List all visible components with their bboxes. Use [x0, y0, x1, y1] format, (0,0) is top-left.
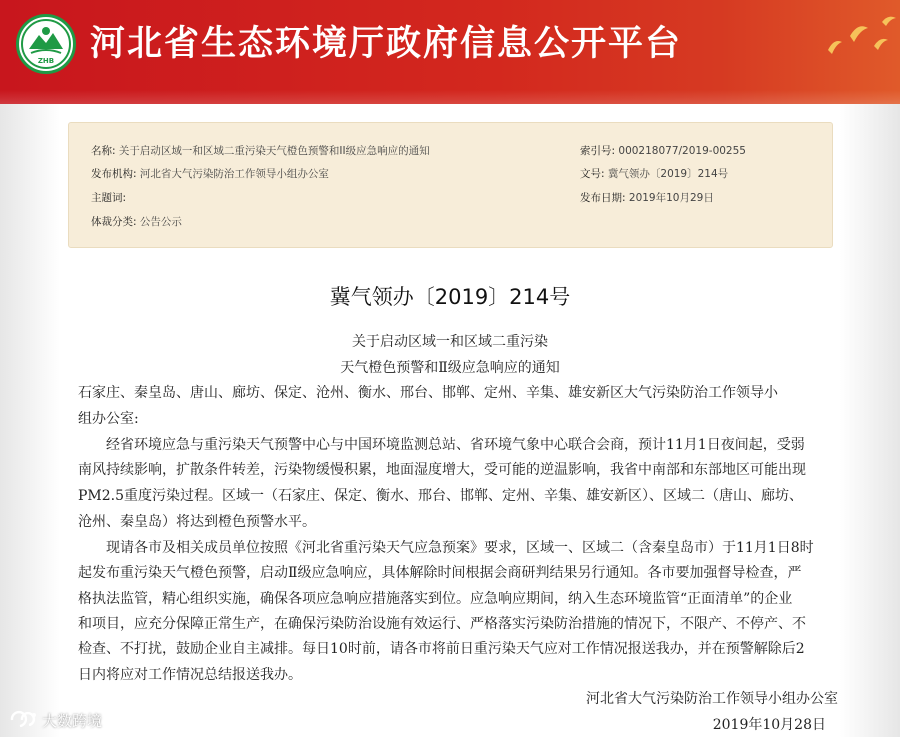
site-logo[interactable]	[16, 14, 76, 74]
meta-index-label: 索引号:	[580, 145, 616, 157]
meta-index-row	[580, 144, 746, 158]
meta-docno-value: 冀气领办〔2019〕214号	[607, 168, 729, 180]
meta-docno-row	[580, 167, 728, 181]
meta-publisher-row	[91, 167, 329, 181]
signature-organization: 河北省大气污染防治工作领导小组办公室	[586, 691, 838, 707]
flying-birds-icon	[820, 8, 900, 68]
meta-date-label: 发布日期:	[580, 192, 626, 204]
meta-publisher-value: 河北省大气污染防治工作领导小组办公室	[139, 168, 329, 180]
body-line: 格执法监管，精心组织实施，确保各项应急响应措施落实到位。应急响应期间，纳入生态环境监管“正面清单”的企业	[78, 591, 793, 607]
body-line: 起发布重污染天气橙色预警，启动Ⅱ级应急响应，具体解除时间根据会商研判结果另行通知。各市要加强督导检查，严	[78, 565, 802, 581]
body-line: 经省环境应急与重污染天气预警中心与中国环境监测总站、省环境气象中心联合会商，预计11月1日夜间起，受弱	[78, 437, 805, 453]
page-side-left	[0, 104, 60, 737]
watermark-logo-icon	[8, 709, 38, 731]
watermark-text: 大数跨境	[42, 711, 103, 730]
meta-subject-label: 主题词:	[91, 192, 127, 204]
logo-emblem-icon	[19, 17, 73, 71]
body-line: 现请各市及相关成员单位按照《河北省重污染天气应急预案》要求，区域一、区域二（含秦皇岛市）于11月1日8时	[78, 540, 814, 556]
document-metadata	[68, 122, 833, 248]
meta-publisher-label: 发布机构:	[91, 168, 137, 180]
body-line: PM2.5重度污染过程。区域一（石家庄、保定、衡水、邢台、邯郸、定州、辛集、雄安新区）、区域二（唐山、廊坊、	[78, 488, 804, 504]
document-title-line-2: 天气橙色预警和Ⅱ级应急响应的通知	[340, 360, 560, 376]
page-side-right	[840, 104, 900, 737]
body-line: 南风持续影响，扩散条件转差，污染物缓慢积累，地面湿度增大，受可能的逆温影响，我省中南部和东部地区可能出现	[78, 462, 806, 478]
meta-name-value: 关于启动区域一和区域二重污染天气橙色预警和II级应急响应的通知	[118, 145, 430, 157]
body-line: 沧州、秦皇岛）将达到橙色预警水平。	[78, 514, 316, 530]
signature-date: 2019年10月28日	[712, 717, 826, 733]
document-number-heading: 冀气领办〔2019〕214号	[329, 285, 571, 309]
meta-category-row	[91, 215, 182, 229]
meta-subject-row	[91, 191, 126, 205]
meta-category-value: 公告公示	[139, 216, 182, 228]
meta-date-row	[580, 191, 714, 205]
meta-category-label: 体裁分类:	[91, 216, 137, 228]
meta-name-row	[91, 144, 430, 158]
body-line: 组办公室:	[78, 411, 139, 427]
body-line: 日内将应对工作情况总结报送我办。	[78, 667, 302, 683]
body-line: 检查、不打扰，鼓励企业自主减排。每日10时前，请各市将前日重污染天气应对工作情况报送我办，并在预警解除后2	[78, 641, 805, 657]
body-line: 和项目，应充分保障正常生产，在确保污染防治设施有效运行、严格落实污染防治措施的情况下，不限产、不停产、不	[78, 616, 806, 632]
document-title-line-1: 关于启动区域一和区域二重污染	[352, 334, 548, 350]
meta-index-value: 000218077/2019-00255	[618, 145, 746, 157]
body-line: 石家庄、秦皇岛、唐山、廊坊、保定、沧州、衡水、邢台、邯郸、定州、辛集、雄安新区大气污染防治工作领导小	[78, 385, 778, 401]
meta-date-value: 2019年10月29日	[628, 192, 714, 204]
logo-text: ZHB	[37, 57, 55, 65]
watermark	[8, 707, 102, 733]
meta-name-label: 名称:	[91, 145, 116, 157]
header-banner	[0, 0, 900, 104]
meta-docno-label: 文号:	[580, 168, 605, 180]
site-title: 河北省生态环境厅政府信息公开平台	[90, 24, 683, 64]
